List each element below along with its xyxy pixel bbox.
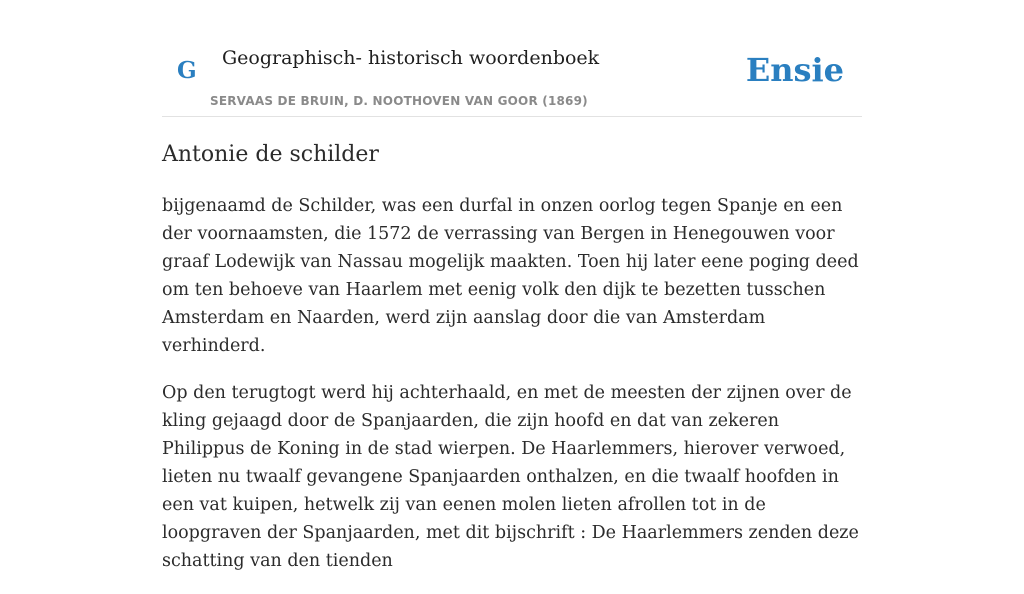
- page: [162, 0, 862, 571]
- entry-body: [162, 192, 862, 594]
- book-title[interactable]: Geographisch- historisch woordenboek: [222, 47, 600, 69]
- book-authors: SERVAAS DE BRUIN, D. NOOTHOVEN VAN GOOR (1869): [210, 94, 588, 108]
- ensie-logo[interactable]: Ensie: [745, 51, 844, 89]
- entry-title: Antonie de schilder: [162, 142, 379, 167]
- book-header: [162, 0, 862, 117]
- book-letter-icon: G: [177, 57, 197, 84]
- entry-paragraph: bijgenaamd de Schilder, was een durfal in onzen oorlog tegen Spanje en een der voornaamsten, die 1572 de verrassing van Bergen in Henegouwen voor graaf Lodewijk van Nassau mogelijk maakten. Toen hij later eene poging deed om ten behoeve van Haarlem met eenig volk den dijk te bezetten tusschen Amsterdam en Naarden, werd zijn aanslag door die van Amsterdam verhinderd.: [162, 196, 859, 356]
- entry-paragraph: Op den terugtogt werd hij achterhaald, en met de meesten der zijnen over de kling gejaagd door de Spanjaarden, die zijn hoofd en dat van zekeren Philippus de Koning in de stad wierpen. De Haarlemmers, hierover verwoed, lieten nu twaalf gevangene Spanjaarden onthalzen, en die twaalf hoofden in een vat kuipen, hetwelk zij van eenen molen lieten afrollen tot in de loopgraven der Spanjaarden, met dit bijschrift : De Haarlemmers zenden deze schatting van den tienden: [162, 383, 859, 571]
